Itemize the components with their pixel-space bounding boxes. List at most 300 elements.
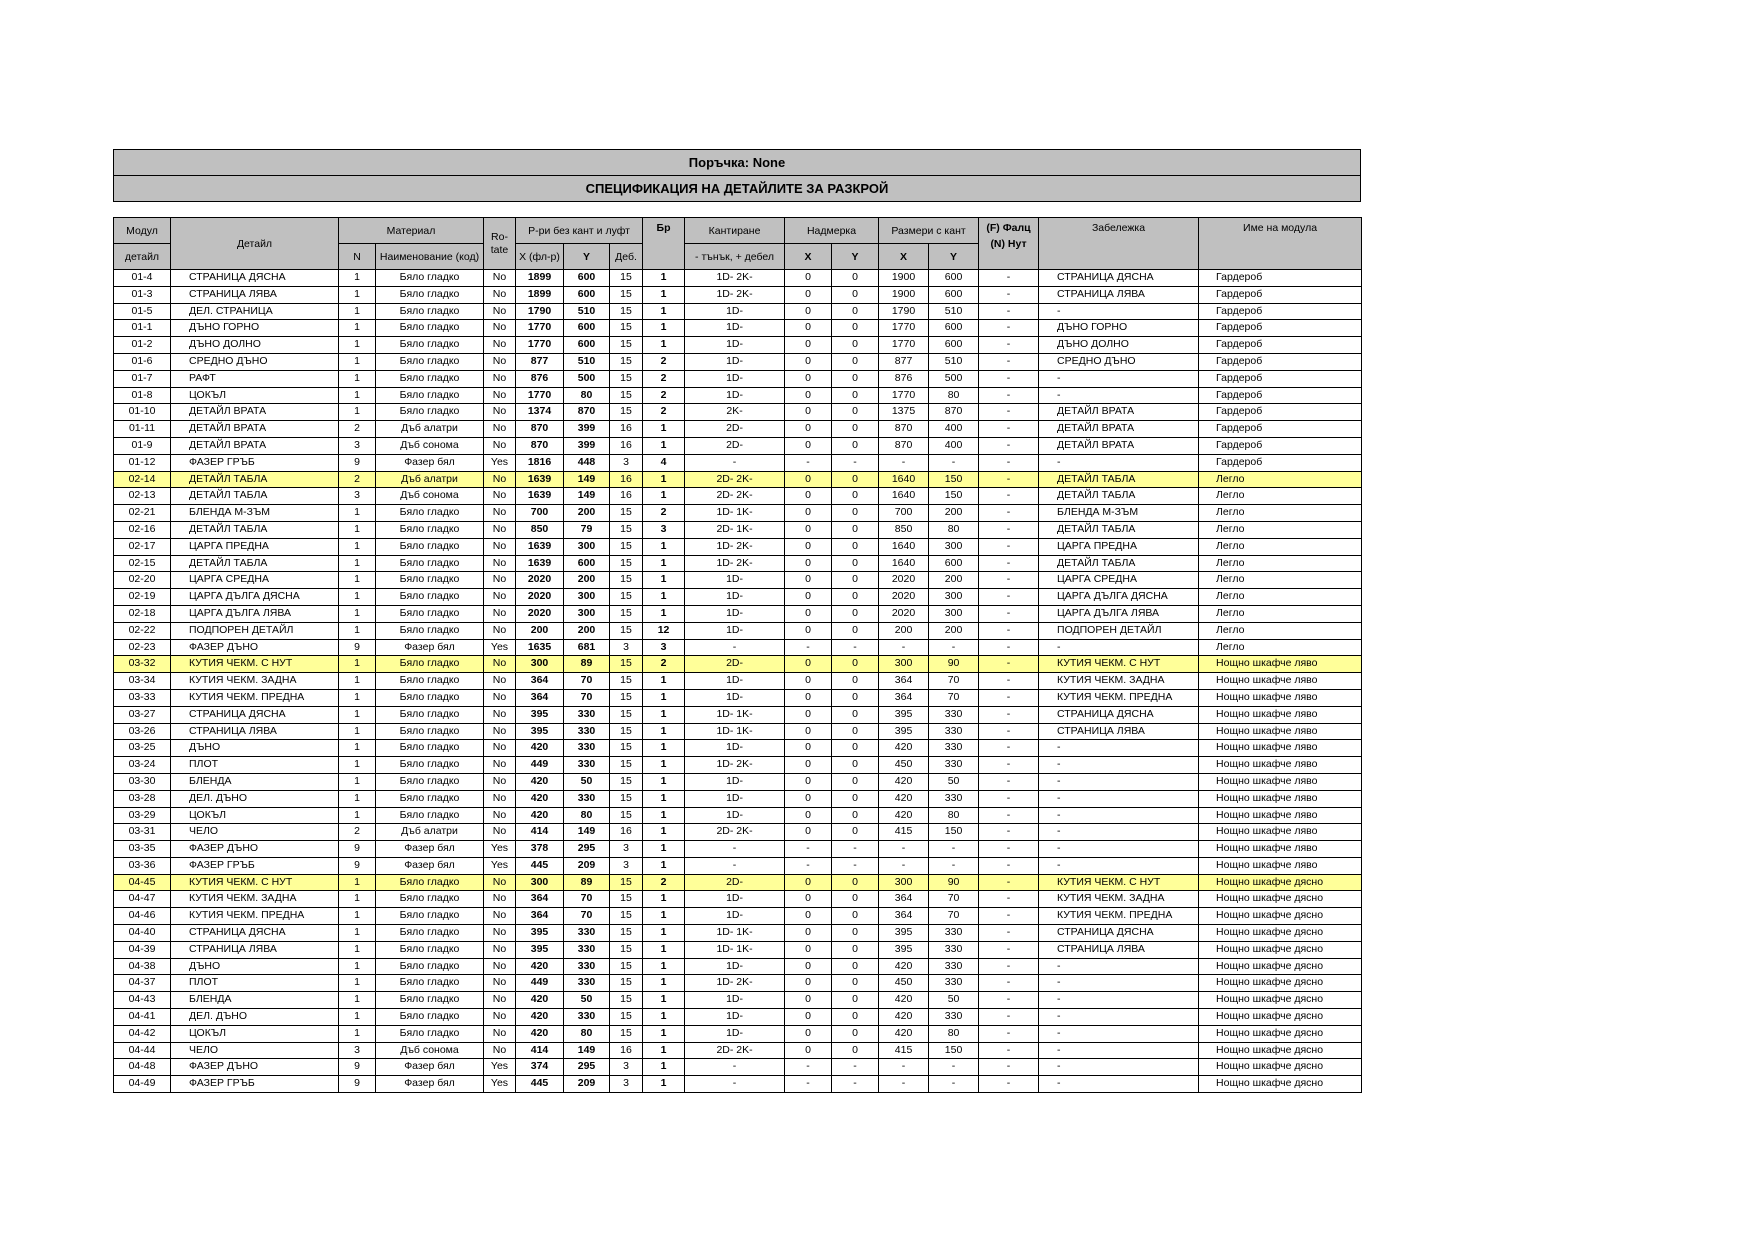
cell-qty: 1 [643,824,685,841]
cell-thickness: 15 [610,790,643,807]
cell-size-x: 395 [516,706,564,723]
cell-note: КУТИЯ ЧЕКМ. С НУТ [1039,656,1199,673]
table-row [114,622,1362,639]
cell-material-n: 1 [339,807,376,824]
cell-module-name: Нощно шкафче дясно [1199,1042,1362,1059]
cell-note: ДЕТАЙЛ ТАБЛА [1039,471,1199,488]
table-row [114,807,1362,824]
cell-module-id: 02-15 [114,555,171,572]
cell-detail-name: ДЕЛ. СТРАНИЦА [171,303,339,320]
cell-module-id: 02-13 [114,488,171,505]
cell-material-name: Бяло гладко [376,958,484,975]
cell-module-id: 01-5 [114,303,171,320]
cell-qty: 1 [643,723,685,740]
cell-edged-y: 70 [929,689,979,706]
cell-qty: 1 [643,773,685,790]
cell-material-name: Дъб алатри [376,471,484,488]
cell-module-name: Легло [1199,521,1362,538]
cell-material-name: Бяло гладко [376,555,484,572]
cell-thickness: 15 [610,572,643,589]
cell-thickness: 15 [610,320,643,337]
cell-thickness: 15 [610,992,643,1009]
cell-edging: 1D- [685,303,785,320]
cell-module-name: Нощно шкафче ляво [1199,757,1362,774]
cell-material-n: 1 [339,925,376,942]
cell-rotate: No [484,521,516,538]
cell-qty: 4 [643,454,685,471]
cell-size-y: 149 [564,824,610,841]
cell-detail-name: КУТИЯ ЧЕКМ. ПРЕДНА [171,689,339,706]
cell-size-y: 295 [564,1059,610,1076]
cell-material-n: 9 [339,1059,376,1076]
cell-qty: 1 [643,303,685,320]
cell-size-y: 510 [564,353,610,370]
cell-allow-x: 0 [785,673,832,690]
cell-material-n: 1 [339,740,376,757]
cell-allow-x: 0 [785,908,832,925]
table-row [114,320,1362,337]
cell-detail-name: СТРАНИЦА ДЯСНА [171,706,339,723]
cell-material-name: Бяло гладко [376,757,484,774]
cell-allow-y: 0 [832,471,879,488]
cell-detail-name: ФАЗЕР ДЪНО [171,639,339,656]
cell-qty: 1 [643,908,685,925]
cell-falc: - [979,723,1039,740]
cell-material-name: Дъб алатри [376,421,484,438]
cell-edged-y: - [929,857,979,874]
cell-size-y: 330 [564,790,610,807]
cell-size-y: 330 [564,925,610,942]
cell-rotate: No [484,673,516,690]
cell-edged-y: 70 [929,673,979,690]
cell-module-name: Нощно шкафче ляво [1199,807,1362,824]
cell-detail-name: ДЕТАЙЛ ВРАТА [171,404,339,421]
cell-rotate: No [484,757,516,774]
cell-module-id: 01-8 [114,387,171,404]
cell-material-name: Бяло гладко [376,320,484,337]
cell-edged-x: 415 [879,824,929,841]
cell-detail-name: КУТИЯ ЧЕКМ. С НУТ [171,874,339,891]
cell-module-id: 02-16 [114,521,171,538]
cell-falc: - [979,353,1039,370]
cell-edged-x: 2020 [879,605,929,622]
table-row [114,286,1362,303]
cell-edging: 1D- [685,807,785,824]
cell-edging: 1D- [685,689,785,706]
cell-edged-x: 1640 [879,488,929,505]
cell-material-n: 1 [339,689,376,706]
cell-thickness: 15 [610,807,643,824]
cell-edging: 1D- [685,589,785,606]
cell-qty: 1 [643,286,685,303]
table-row [114,1025,1362,1042]
cell-material-n: 1 [339,723,376,740]
cell-edged-x: 420 [879,773,929,790]
cell-edging: 1D- [685,337,785,354]
cell-size-x: 420 [516,807,564,824]
cell-edged-x: 1640 [879,555,929,572]
cell-edged-x: 2020 [879,589,929,606]
cell-allow-y: 0 [832,757,879,774]
cell-thickness: 15 [610,303,643,320]
cell-falc: - [979,925,1039,942]
cell-rotate: No [484,975,516,992]
cell-edging: 1D- [685,790,785,807]
table-row [114,1059,1362,1076]
cell-note: ЦАРГА ДЪЛГА ЛЯВА [1039,605,1199,622]
cell-allow-x: 0 [785,824,832,841]
cell-qty: 1 [643,488,685,505]
cell-thickness: 15 [610,723,643,740]
cell-edging: 1D- 1K- [685,505,785,522]
cell-qty: 1 [643,975,685,992]
cell-allow-y: 0 [832,505,879,522]
table-row [114,572,1362,589]
document-title: СПЕЦИФИКАЦИЯ НА ДЕТАЙЛИТЕ ЗА РАЗКРОЙ [114,175,1360,201]
cell-module-id: 01-1 [114,320,171,337]
cell-edged-y: 330 [929,706,979,723]
cell-falc: - [979,521,1039,538]
cell-module-id: 04-40 [114,925,171,942]
cell-detail-name: ЦОКЪЛ [171,387,339,404]
cell-falc: - [979,958,1039,975]
cell-detail-name: ФАЗЕР ДЪНО [171,1059,339,1076]
cell-allow-x: 0 [785,941,832,958]
cell-note: СТРАНИЦА ДЯСНА [1039,270,1199,287]
cell-material-n: 1 [339,337,376,354]
col-n: N [339,244,376,270]
cell-material-n: 1 [339,773,376,790]
cell-thickness: 3 [610,1076,643,1093]
cell-falc: - [979,992,1039,1009]
cell-edging: - [685,1059,785,1076]
cell-edged-x: - [879,857,929,874]
cell-qty: 1 [643,857,685,874]
cell-rotate: No [484,320,516,337]
table-row [114,908,1362,925]
cell-allow-x: 0 [785,874,832,891]
cell-detail-name: КУТИЯ ЧЕКМ. С НУТ [171,656,339,673]
col-material-name: Наименование (код) [376,244,484,270]
cell-material-n: 3 [339,437,376,454]
cell-edging: 1D- [685,353,785,370]
cell-material-n: 1 [339,270,376,287]
cell-edging: 1D- [685,605,785,622]
cell-size-y: 200 [564,505,610,522]
cell-allow-x: 0 [785,757,832,774]
cell-detail-name: БЛЕНДА [171,992,339,1009]
cell-size-y: 330 [564,975,610,992]
cell-edging: - [685,639,785,656]
cell-edged-x: 2020 [879,572,929,589]
cell-rotate: No [484,706,516,723]
cell-material-n: 1 [339,790,376,807]
cell-material-n: 1 [339,404,376,421]
cell-size-x: 395 [516,941,564,958]
table-row [114,975,1362,992]
cell-edged-x: 395 [879,941,929,958]
cell-size-y: 870 [564,404,610,421]
cell-edging: 1D- 1K- [685,925,785,942]
cell-edged-y: 70 [929,908,979,925]
cell-rotate: No [484,270,516,287]
cell-rotate: No [484,589,516,606]
cell-material-n: 1 [339,387,376,404]
cell-size-x: 1639 [516,488,564,505]
cell-size-x: 395 [516,723,564,740]
cell-module-name: Легло [1199,471,1362,488]
table-row [114,505,1362,522]
cell-rotate: Yes [484,1059,516,1076]
cell-allow-y: 0 [832,941,879,958]
cell-detail-name: КУТИЯ ЧЕКМ. ЗАДНА [171,673,339,690]
table-row [114,1009,1362,1026]
cell-edging: 1D- 1K- [685,941,785,958]
cell-note: СТРАНИЦА ДЯСНА [1039,706,1199,723]
cell-edged-y: 330 [929,925,979,942]
cell-edged-x: 870 [879,437,929,454]
cell-qty: 1 [643,605,685,622]
cell-thickness: 15 [610,1025,643,1042]
cell-material-name: Бяло гладко [376,538,484,555]
cell-allow-x: - [785,1076,832,1093]
cell-edging: 1D- 2K- [685,270,785,287]
cell-falc: - [979,1042,1039,1059]
cell-rotate: No [484,505,516,522]
cell-material-n: 2 [339,421,376,438]
cell-size-x: 445 [516,1076,564,1093]
cell-edged-y: 80 [929,807,979,824]
cell-allow-x: 0 [785,387,832,404]
cell-edged-y: 200 [929,622,979,639]
cell-note: СТРАНИЦА ЛЯВА [1039,286,1199,303]
cell-size-x: 364 [516,689,564,706]
cell-detail-name: ЧЕЛО [171,824,339,841]
cell-detail-name: ЦАРГА ДЪЛГА ЛЯВА [171,605,339,622]
cell-material-n: 1 [339,589,376,606]
cell-material-n: 1 [339,941,376,958]
cell-qty: 1 [643,572,685,589]
cell-size-x: 850 [516,521,564,538]
cell-size-y: 600 [564,270,610,287]
table-body [114,270,1362,1093]
cell-allow-y: 0 [832,992,879,1009]
cell-edging: 2K- [685,404,785,421]
cell-size-y: 448 [564,454,610,471]
col-module: Модул [114,218,171,244]
cell-edged-y: 300 [929,589,979,606]
cell-rotate: No [484,337,516,354]
cell-note: ПОДПОРЕН ДЕТАЙЛ [1039,622,1199,639]
cell-allow-x: 0 [785,337,832,354]
cell-module-id: 03-35 [114,841,171,858]
cell-module-id: 03-36 [114,857,171,874]
cell-note: - [1039,992,1199,1009]
table-header [114,218,1362,270]
cell-falc: - [979,270,1039,287]
col-module-name-label: Име на модула [1243,222,1318,234]
cell-detail-name: ДЕТАЙЛ ТАБЛА [171,471,339,488]
cell-material-n: 1 [339,757,376,774]
cell-detail-name: ЦОКЪЛ [171,1025,339,1042]
cell-size-x: 420 [516,790,564,807]
cell-falc: - [979,370,1039,387]
cell-rotate: No [484,353,516,370]
table-row [114,639,1362,656]
cell-allow-x: 0 [785,572,832,589]
cell-falc: - [979,538,1039,555]
cell-falc: - [979,790,1039,807]
cell-rotate: No [484,471,516,488]
cell-allow-x: - [785,857,832,874]
cell-size-x: 200 [516,622,564,639]
col-edged-x: X [879,244,929,270]
cell-qty: 1 [643,841,685,858]
cell-edged-y: 200 [929,572,979,589]
cell-edged-y: 150 [929,471,979,488]
cell-allow-y: 0 [832,404,879,421]
cell-allow-x: 0 [785,992,832,1009]
cell-material-name: Бяло гладко [376,908,484,925]
cell-module-name: Гардероб [1199,387,1362,404]
cell-edged-y: 80 [929,387,979,404]
cell-material-name: Бяло гладко [376,992,484,1009]
table-row [114,941,1362,958]
cell-detail-name: ПЛОТ [171,975,339,992]
cell-detail-name: СТРАНИЦА ЛЯВА [171,941,339,958]
cell-edging: 1D- [685,958,785,975]
cell-material-n: 1 [339,370,376,387]
cell-module-id: 02-23 [114,639,171,656]
cell-edged-x: - [879,841,929,858]
cell-material-name: Бяло гладко [376,337,484,354]
cell-module-name: Нощно шкафче дясно [1199,1009,1362,1026]
cell-edged-x: 300 [879,656,929,673]
cell-edged-x: 420 [879,1009,929,1026]
cell-thickness: 15 [610,538,643,555]
cell-thickness: 15 [610,337,643,354]
cell-allow-y: 0 [832,589,879,606]
cell-allow-x: 0 [785,1025,832,1042]
cell-size-y: 600 [564,286,610,303]
cell-edged-x: 1900 [879,286,929,303]
cell-note: ДЪНО ГОРНО [1039,320,1199,337]
cell-falc: - [979,807,1039,824]
cell-module-id: 02-18 [114,605,171,622]
cell-size-x: 378 [516,841,564,858]
cell-module-name: Легло [1199,505,1362,522]
cell-edging: 1D- 2K- [685,975,785,992]
table-row [114,857,1362,874]
col-edged-y: Y [929,244,979,270]
cell-edged-x: 1640 [879,471,929,488]
cell-edged-y: 90 [929,656,979,673]
cell-edging: - [685,857,785,874]
cell-thickness: 15 [610,673,643,690]
cell-module-name: Гардероб [1199,421,1362,438]
cell-thickness: 15 [610,589,643,606]
table-row [114,891,1362,908]
cell-edging: 2D- 2K- [685,471,785,488]
cell-allow-x: 0 [785,538,832,555]
cell-module-name: Легло [1199,538,1362,555]
cell-size-x: 420 [516,958,564,975]
cell-allow-y: 0 [832,706,879,723]
cell-note: - [1039,454,1199,471]
cell-size-x: 2020 [516,589,564,606]
cell-material-n: 1 [339,555,376,572]
cell-size-y: 399 [564,421,610,438]
cell-material-name: Фазер бял [376,454,484,471]
cell-rotate: No [484,1009,516,1026]
cell-size-x: 364 [516,673,564,690]
cell-size-x: 1899 [516,270,564,287]
col-allowance: Надмерка [785,218,879,244]
cell-edged-x: 364 [879,689,929,706]
cell-material-name: Дъб сонома [376,437,484,454]
cell-edged-y: 330 [929,975,979,992]
cell-allow-y: 0 [832,337,879,354]
cell-allow-y: 0 [832,891,879,908]
cell-edged-y: 50 [929,773,979,790]
cell-edged-y: 330 [929,958,979,975]
table-row [114,454,1362,471]
cell-material-name: Бяло гладко [376,286,484,303]
cell-module-id: 01-7 [114,370,171,387]
cell-module-id: 02-14 [114,471,171,488]
cell-rotate: No [484,555,516,572]
cell-material-name: Бяло гладко [376,387,484,404]
cell-edged-x: 700 [879,505,929,522]
cell-edged-x: 1770 [879,320,929,337]
cell-note: ДЕТАЙЛ ТАБЛА [1039,488,1199,505]
cell-allow-y: 0 [832,572,879,589]
table-row [114,656,1362,673]
cell-thickness: 16 [610,1042,643,1059]
cell-qty: 1 [643,270,685,287]
cell-detail-name: ЦАРГА ДЪЛГА ДЯСНА [171,589,339,606]
cell-module-id: 04-46 [114,908,171,925]
cell-qty: 1 [643,471,685,488]
table-row [114,605,1362,622]
cell-size-y: 209 [564,1076,610,1093]
cell-detail-name: ДЕЛ. ДЪНО [171,790,339,807]
cell-material-n: 1 [339,706,376,723]
col-module-sub: детайл [114,244,171,270]
cell-qty: 1 [643,1025,685,1042]
cell-rotate: No [484,773,516,790]
cell-allow-y: 0 [832,975,879,992]
col-rotate-2: tate [490,243,509,256]
cell-module-id: 01-9 [114,437,171,454]
cell-thickness: 15 [610,773,643,790]
cell-module-id: 03-25 [114,740,171,757]
cell-material-n: 1 [339,1025,376,1042]
cell-edged-y: 90 [929,874,979,891]
cell-edged-x: 450 [879,757,929,774]
cell-module-id: 02-21 [114,505,171,522]
table-row [114,421,1362,438]
cell-note: - [1039,975,1199,992]
cell-allow-y: 0 [832,270,879,287]
cell-edged-y: 150 [929,1042,979,1059]
cell-edging: 1D- [685,370,785,387]
cell-falc: - [979,874,1039,891]
cell-thickness: 15 [610,622,643,639]
cell-rotate: No [484,656,516,673]
cell-edged-y: 200 [929,505,979,522]
cell-module-id: 04-44 [114,1042,171,1059]
